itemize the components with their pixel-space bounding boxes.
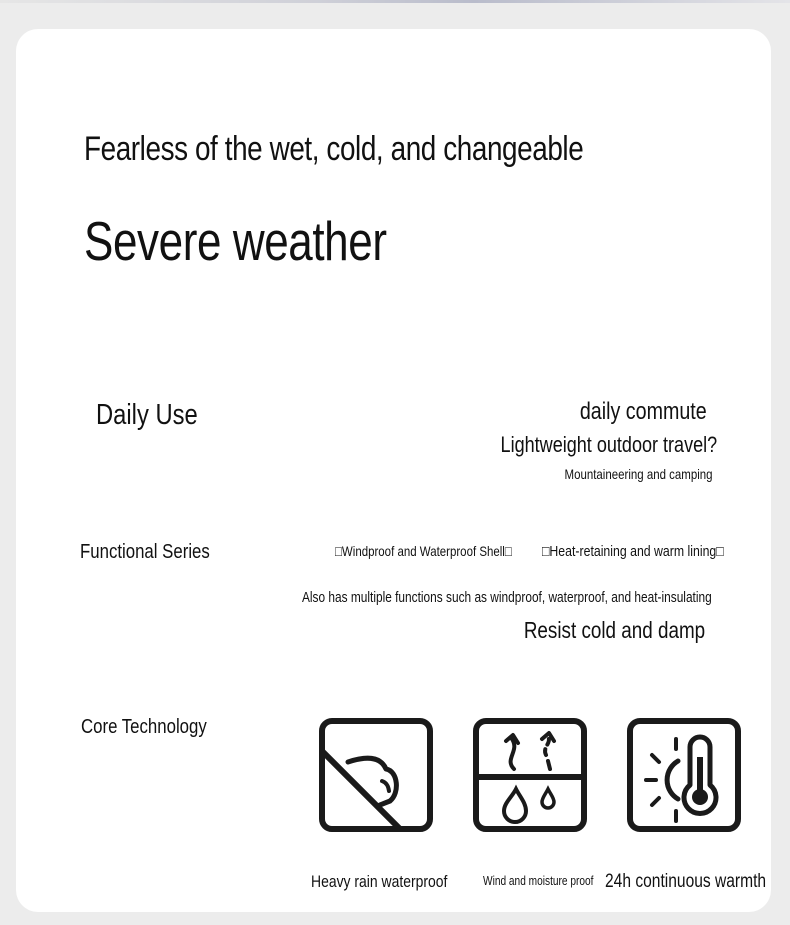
feature-windproof-shell: □Windproof and Waterproof Shell□ xyxy=(335,543,512,559)
feature-caption: Wind and moisture proof xyxy=(483,873,594,888)
feature-caption: 24h continuous warmth xyxy=(605,871,767,892)
daily-use-item: daily commute xyxy=(580,398,707,425)
functional-description: Also has multiple functions such as windproof, waterproof, and heat-insulating xyxy=(302,590,712,606)
daily-use-item: Mountaineering and camping xyxy=(564,466,713,482)
top-accent-line xyxy=(0,0,790,3)
core-technology-label: Core Technology xyxy=(81,716,207,738)
rain-shield-icon xyxy=(318,717,434,833)
headline: Fearless of the wet, cold, and changeable xyxy=(84,130,584,168)
daily-use-item: Lightweight outdoor travel? xyxy=(500,432,717,457)
feature-warm-lining: □Heat-retaining and warm lining□ xyxy=(542,543,724,560)
content-card xyxy=(16,29,771,912)
functional-highlight: Resist cold and damp xyxy=(523,617,705,643)
thermometer-sun-icon xyxy=(626,717,742,833)
wind-moisture-icon xyxy=(472,717,588,833)
daily-use-label: Daily Use xyxy=(96,399,198,431)
page-title: Severe weather xyxy=(84,210,387,272)
functional-series-label: Functional Series xyxy=(80,541,210,563)
feature-caption: Heavy rain waterproof xyxy=(311,872,448,891)
